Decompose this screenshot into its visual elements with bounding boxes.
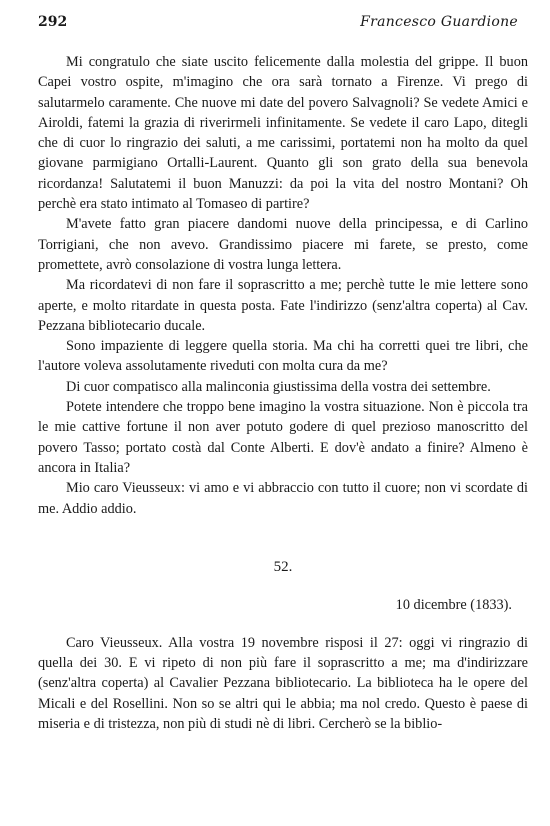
paragraph: Di cuor compatisco alla malinconia giustissima della vostra dei settembre. (66, 378, 491, 395)
paragraph: Caro Vieusseux. Alla vostra 19 novembre risposi il 27: oggi vi ringrazio di quella dei 30. E vi ripeto di non più fare il soprascritto a me; ma d'indirizzare (senz'altra coperta) al Cavalier Pezzana bibliotecario. La biblioteca ha le opere del Micali e del Rosellini. Non so se altri qui le abbia; ma nol credo. Questo è paese di miseria e di tristezza, non più di studi nè di libri. Cercherò se la biblio- (38, 634, 528, 733)
paragraph: Potete intendere che troppo bene imagino la vostra situazione. Non è piccola tra le mie cattive fortune il non aver potuto godere di quel prezioso manoscritto del povero Tasso; portato costà dal Conte Alberti. E dov'è andato a finire? Almeno è ancora in Italia? (38, 399, 528, 476)
paragraph: Sono impaziente di leggere quella storia. Ma chi ha corretti quei tre libri, che l'autore voleva assolutamente riveduti con molta cura da me? (38, 338, 528, 375)
letter-date: 10 dicembre (1833). (395, 596, 512, 613)
running-head (38, 10, 528, 32)
paragraph: Ma ricordatevi di non fare il soprascritto a me; perchè tutte le mie lettere sono aperte, e molto ritardate in questa posta. Fate l'indirizzo (senz'altra coperta) al Cav. Pezzana bibliotecario ducale. (38, 277, 528, 334)
letter-two (38, 633, 528, 734)
paragraph: M'avete fatto gran piacere dandomi nuove della principessa, e di Carlino Torrigiani, che non avevo. Grandissimo piacere mi farete, se presto, come promettete, avrò consolazione di vostra lunga lettera. (38, 216, 528, 273)
letter-number: 52. (273, 558, 293, 575)
paragraph: Mi congratulo che siate uscito felicemente dalla molestia del grippe. Il buon Capei vostro ospite, m'imagino che ora sarà tornato a Firenze. Vi prego di salutarmelo caramente. Che nuove mi date del povero Salvagnoli? Se vedete Amici e Airoldi, fatemi la grazia di riverirmeli infinitamente. Se vedete il caro Lapo, ditegli che di cuor lo ringrazio dei saluti, a me carissimi, portatemi non ha molto da quel giovane parmigiano Ortalli-Laurent. Quanto gli son grato della sua benevola ricordanza! Salutatemi il buon Manuzzi: da poi la vita del nostro Montani? Oh perchè era stato intimato al Tomaseo di partire? (38, 54, 528, 213)
letter-one (38, 52, 528, 519)
paragraph: Mio caro Vieusseux: vi amo e vi abbraccio con tutto il cuore; non vi scordate di me. Addio addio. (38, 480, 528, 517)
running-title: Francesco Guardione (360, 14, 518, 30)
page-number: 292 (38, 14, 68, 30)
